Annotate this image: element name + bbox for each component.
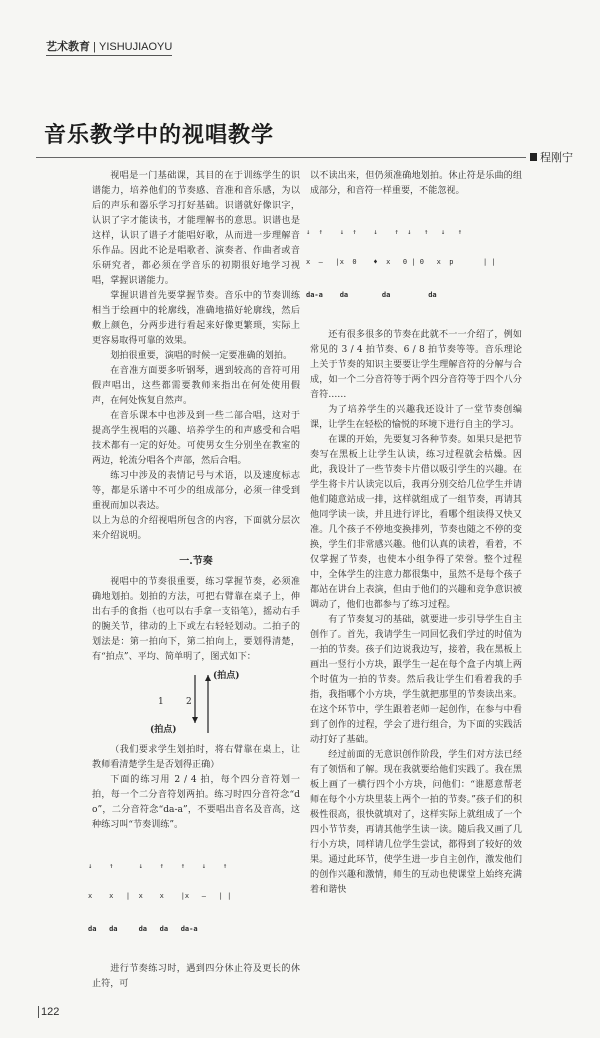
beat-number-1: 1 [158,697,164,707]
paragraph: 下面的练习用 2 / 4 拍，每个四分音符划一拍，每一个二分音符划两拍。练习时四分音符念“do”，二分音符念“da-a”，不要唱出音名及音高，这种练习叫“节奏训练”。 [92,775,300,830]
square-bullet-icon [530,153,537,161]
paragraph: 视唱中的节奏很重要，练习掌握节奏，必须准确地划拍。划拍的方法，可把右臂靠在桌子上，伸出右手的食指（也可以右手拿一支铅笔），摇动右手的腕关节，律动的上下或左右轻轻划动。二拍子的划法是：第一拍向下，第二拍向上，要划得清楚，有“拍点”、平均、简单明了，图式如下： [92,577,300,662]
section-name-cn: 艺术教育 [46,41,90,53]
paragraph: 在课的开始，先要复习各种节奏。如果只是把节奏写在黑板上让学生认读，练习过程就会枯燥。因此，我设计了一些节奏卡片借以吸引学生的兴趣。在学生将卡片认读完以后，我再分别交给几位学生并请他们随意站成一排，这样就组成了一组节奏，再请其他同学读一读，并且进行评比，看哪个组读得又快又准。几个孩子不停地变换排列，节奏也随之不停的变换，学生们非常感兴趣。他们认真的读着，看着，不仅掌握了节奏，也使本小组争得了荣誉。整个过程中，全体学生的注意力都很集中，虽然不是每个孩子都站在讲台上表演，但由于他们的兴趣和竞争意识被调动了，他们也都参与了练习过程。 [310,435,522,610]
beat-point-label-bottom: (拍点) [150,725,177,735]
left-column [88,169,300,992]
beat-arrows: ↓ ↑ ↓ ↑ ↓ ↑ ↓ ↑ ↓ ↑ [306,228,462,236]
paragraph: 进行节奏练习时，遇到四分休止符及更长的休止符，可 [92,964,300,989]
author-name: 程刚宁 [540,152,573,164]
beat-point-label-top: (拍点) [213,671,240,681]
journal-section-header: 艺术教育 | YISHUJIAOYU [46,38,172,56]
paragraph: 以上为总的介绍视唱所包含的内容，下面就分层次来介绍说明。 [92,516,300,541]
paragraph: 划拍很重要，演唱的时候一定要准确的划拍。 [110,351,293,361]
syllable-line: da-a da da da [306,291,437,299]
paragraph: 还有很多很多的节奏在此就不一一介绍了，例如常见的 3 / 4 拍节奏、6 / 8 拍节奏等等。音乐理论上关于节奏的知识主要要让学生理解音符的分解与合成，如一个二分音符等于两个四分音符等于四个八分音符…… [310,330,522,400]
right-column [306,169,522,898]
beat-diagram [150,671,270,737]
paragraph: 视唱是一门基础课，其目的在于训练学生的识谱能力，培养他们的节奏感、音准和音乐感，为以后的声乐和器乐学习打好基础。识谱就好像识字，认识了字才能读书，才能理解书的意思。识谱也是这样，认识了谱子才能唱好歌，从而进一步理解音乐作品。因此不论是唱歌者、演奏者、作曲者或音乐研究者，都必须在学音乐的初期很好地学习视唱，掌握识谱能力。 [92,171,300,286]
beat-number-2: 2 [186,697,192,707]
paragraph: 掌握识谱首先要掌握节奏。音乐中的节奏训练相当于绘画中的轮廓线，准确地描好轮廓线，然后敷上颜色，分两步进行看起来好像更繁琐，实际上更容易取得可靠的效果。 [92,291,300,346]
note-line: x — |x 0 ♦ x 0 | 0 x p | | [306,258,496,266]
note-line: x x | x x |x — | | [88,892,232,900]
paragraph: （我们要求学生划拍时，将右臂靠在桌上，让教师看清楚学生是否划得正确） [92,745,300,770]
rhythm-notation-1 [88,841,300,954]
paragraph: 在音准方面要多听钢琴，遇到较高的音符可用假声唱出，这些都需要教师来指出在何处使用假声，在何处恢复自然声。 [92,366,300,406]
syllable-line: da da da da da-a [88,925,198,933]
article-title: 音乐教学中的视唱教学 [44,122,275,148]
beat-arrows: ↓ ↑ ↓ ↑ ↑ ↓ ↑ [88,862,228,870]
section-heading: 一.节奏 [179,556,213,567]
paragraph: 有了节奏复习的基础，就要进一步引导学生自主创作了。首先，我请学生一同回忆我们学过的时值为一拍的节奏。孩子们边说我边写，接着，我在黑板上画出一竖行小方块，跟学生一起在每个盒子内填上两个时值为一拍的节奏。然后我让学生们看着我的手指，我指哪个小方块，学生就把那里的节奏读出来。在这个环节中，学生跟着老师一起创作，在参与中看到了创作的过程，学会了进行组合，为下面的实践活动打好了基础。 [310,615,522,745]
page-number: 122 [38,1006,59,1018]
author-byline [530,149,573,165]
article-body [88,0,522,992]
paragraph: 练习中涉及的表情记号与术语，以及速度标志等，都是乐谱中不可少的组成部分，必须一律受到重视而加以表达。 [92,471,300,511]
paragraph: 在音乐课本中也涉及到一些二部合唱，这对于提高学生视唱的兴趣、培养学生的和声感受和合唱技术都有一定的好处。可使男女生分别坐在教室的两边，轮流分唱各个声部，然后合唱。 [92,411,300,466]
paragraph: 经过前面的无意识创作阶段，学生们对方法已经有了领悟和了解。现在我就要给他们实践了。我在黑板上画了一横行四个小方块，问他们：“谁愿意帮老师在每个小方块里装上两个一拍的节奏。”孩子们的积极性很高，很快就填对了，这样实际上就组成了一个四小节节奏，再请其他学生读一读。随后我又画了几行小方块，同样请几位学生尝试，都得到了较好的效果。通过此环节，使学生进一步自主创作，激发他们的创作兴趣和激情，师生的互动也使课堂上始终充满着和谐快 [310,750,522,895]
paragraph: 为了培养学生的兴趣我还设计了一堂节奏创编课，让学生在轻松的愉悦的环境下进行自主的学习。 [310,405,522,430]
section-name-en: YISHUJIAOYU [98,41,173,53]
paragraph: 以不读出来，但仍须准确地划拍。休止符是乐曲的组成部分，和音符一样重要，不能忽视。 [310,171,522,196]
rhythm-notation-2 [306,207,522,320]
